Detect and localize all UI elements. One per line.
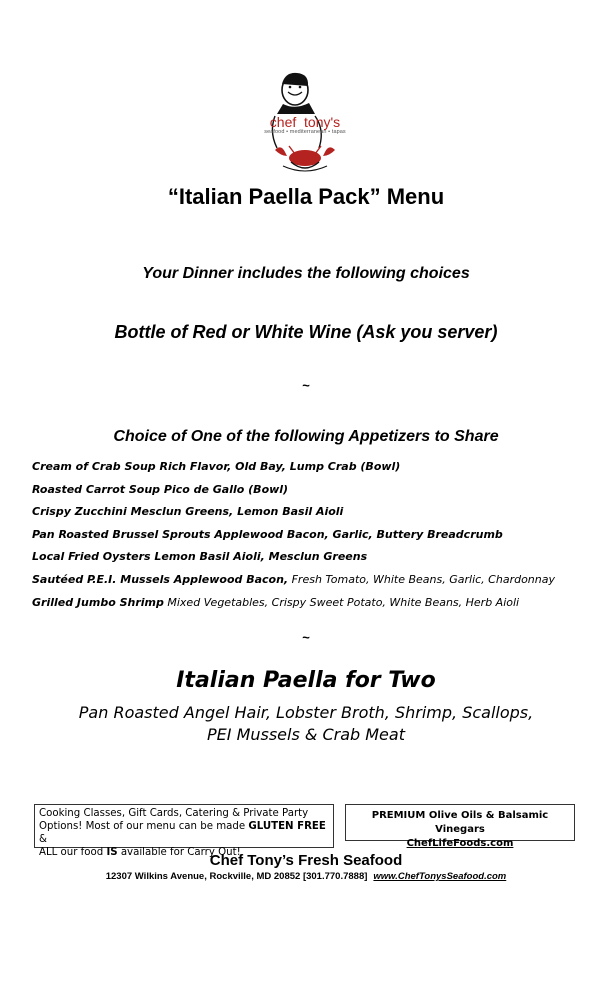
appetizer-name: Cream of Crab Soup Rich Flavor, Old Bay, Lump Crab (Bowl) [32, 460, 401, 473]
separator-1: ~ [302, 378, 310, 393]
wine-choice: Bottle of Red or White Wine (Ask you server) [114, 322, 498, 342]
menu-subtitle: Your Dinner includes the following choices [142, 265, 470, 282]
cheflifefoods-link[interactable]: ChefLifeFoods.com [406, 838, 514, 849]
separator-2: ~ [302, 630, 310, 645]
info-line-2 [39, 820, 329, 846]
info-emphasis: IS [106, 847, 118, 858]
appetizer-name: Sautéed P.E.I. Mussels Applewood Bacon, [32, 572, 289, 586]
main-dish-description [0, 702, 612, 746]
main-dish-name: Italian Paella for Two [176, 668, 436, 693]
appetizer-detail: Mixed Vegetables, Crispy Sweet Potato, White Beans, Herb Aioli [163, 595, 520, 609]
main-desc-line-2: PEI Mussels & Crab Meat [207, 725, 405, 744]
info-text: ALL our food [39, 847, 107, 858]
appetizer-item [32, 596, 592, 619]
appetizer-name: Pan Roasted Brussel Sprouts Applewood Bacon, Garlic, Buttery Breadcrumb [32, 527, 503, 541]
appetizer-list [32, 460, 592, 618]
appetizer-name: Roasted Carrot Soup Pico de Gallo (Bowl) [32, 482, 289, 496]
appetizers-heading: Choice of One of the following Appetizers to Share [113, 428, 499, 445]
logo-wordmark [255, 114, 355, 130]
restaurant-address-line [0, 871, 612, 882]
info-text: & [39, 834, 47, 845]
restaurant-name: Chef Tony’s Fresh Seafood [209, 852, 403, 869]
appetizer-item [32, 505, 592, 528]
main-desc-line-1: Pan Roasted Angel Hair, Lobster Broth, Shrimp, Scallops, [78, 703, 534, 722]
oils-line: PREMIUM Olive Oils & Balsamic Vinegars [371, 810, 549, 835]
appetizer-name: Grilled Jumbo Shrimp [32, 595, 164, 609]
services-info-box [34, 804, 334, 858]
appetizer-item [32, 460, 592, 483]
info-line-1: Cooking Classes, Gift Cards, Catering & Private Party [39, 808, 309, 819]
oils-info-box [345, 804, 575, 849]
gluten-free-label: GLUTEN FREE [248, 821, 326, 832]
website-link[interactable]: www.ChefTonysSeafood.com [373, 871, 507, 882]
info-text: Options! Most of our menu can be made [39, 821, 249, 832]
info-text: available for Carry Out! [117, 847, 241, 858]
appetizer-name: Crispy Zucchini Mesclun Greens, Lemon Basil Aioli [32, 505, 344, 519]
appetizer-item [32, 573, 592, 596]
appetizer-name: Local Fried Oysters Lemon Basil Aioli, Mesclun Greens [32, 550, 368, 564]
restaurant-address: 12307 Wilkins Avenue, Rockville, MD 20852 [301.770.7888] [105, 871, 368, 882]
appetizer-detail: Fresh Tomato, White Beans, Garlic, Chardonnay [288, 572, 555, 586]
chef-tonys-logo [255, 70, 355, 178]
appetizer-item [32, 550, 592, 573]
menu-title: “Italian Paella Pack” Menu [167, 184, 445, 209]
logo-tagline: seafood • mediterranean • tapas [264, 129, 346, 135]
logo-brand-name: tony's [304, 114, 341, 130]
appetizer-item [32, 528, 592, 551]
logo-brand-prefix: chef [269, 114, 297, 130]
appetizer-item [32, 483, 592, 506]
